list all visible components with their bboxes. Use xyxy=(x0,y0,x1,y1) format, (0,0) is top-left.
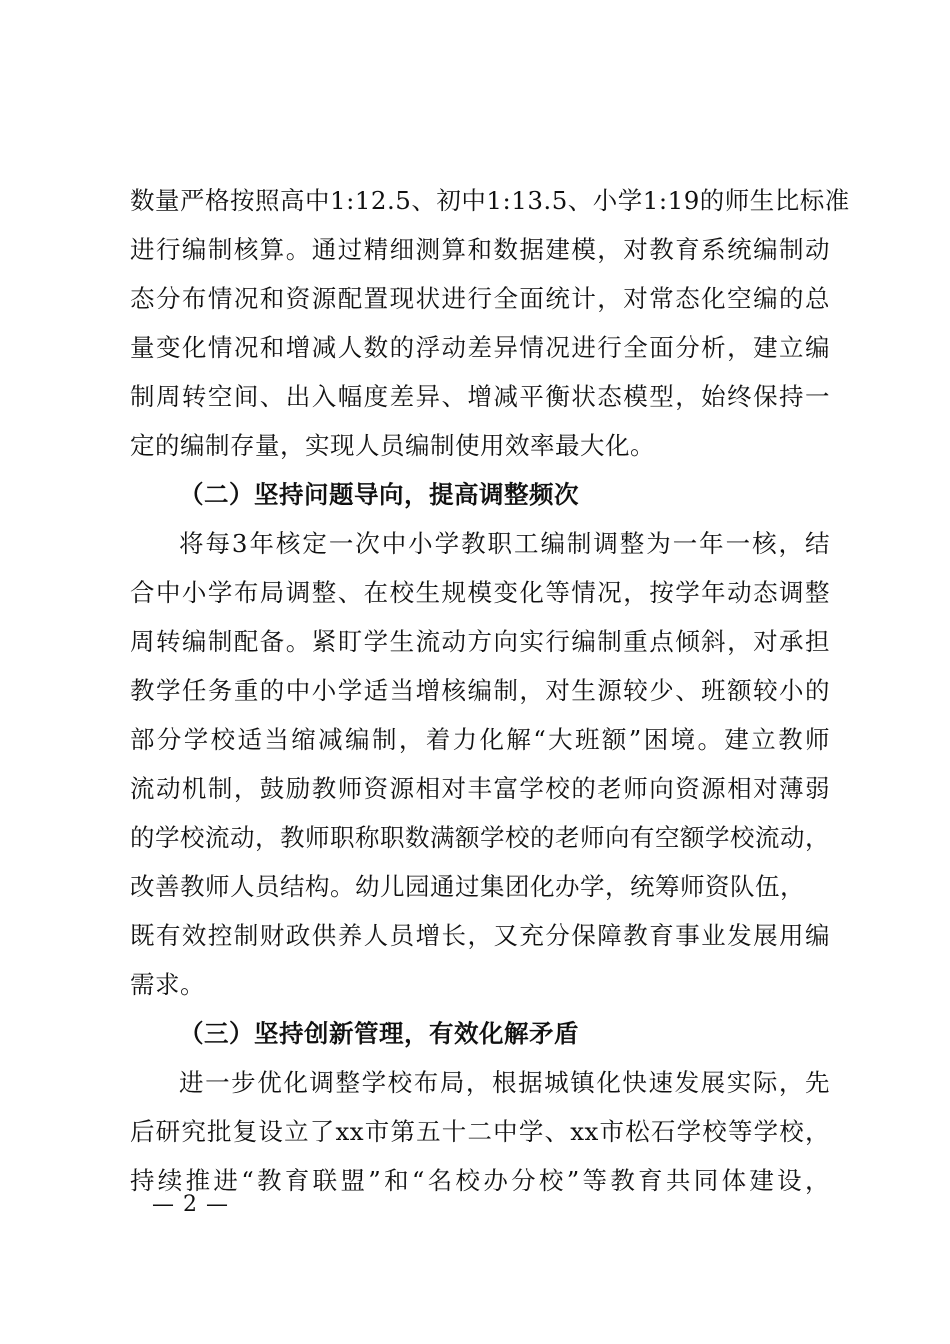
paragraph-line: 改善教师人员结构。幼儿园通过集团化办学，统筹师资队伍， xyxy=(130,872,805,901)
section-heading: （二）坚持问题导向，提高调整频次 xyxy=(179,480,579,509)
document-body xyxy=(130,176,850,1205)
page-number: — 2 — xyxy=(152,1192,229,1217)
paragraph-line: 既有效控制财政供养人员增长，又充分保障教育事业发展用编 xyxy=(130,921,830,950)
paragraph-line: 周转编制配备。紧盯学生流动方向实行编制重点倾斜，对承担 xyxy=(130,627,830,656)
paragraph-line: 的学校流动，教师职称职数满额学校的老师向有空额学校流动， xyxy=(130,823,830,852)
paragraph-line: 数量严格按照高中1:12.5、初中1:13.5、小学1:19的师生比标准 xyxy=(130,186,850,215)
paragraph-line: 态分布情况和资源配置现状进行全面统计，对常态化空编的总 xyxy=(130,284,830,313)
paragraph-line: 流动机制，鼓励教师资源相对丰富学校的老师向资源相对薄弱 xyxy=(130,774,830,803)
paragraph-line: 部分学校适当缩减编制，着力化解“大班额”困境。建立教师 xyxy=(130,725,830,754)
section-heading: （三）坚持创新管理，有效化解矛盾 xyxy=(179,1019,579,1048)
paragraph-line: 合中小学布局调整、在校生规模变化等情况，按学年动态调整 xyxy=(130,578,830,607)
paragraph-line: 制周转空间、出入幅度差异、增减平衡状态模型，始终保持一 xyxy=(130,382,830,411)
paragraph-line: 进行编制核算。通过精细测算和数据建模，对教育系统编制动 xyxy=(130,235,830,264)
paragraph-line: 教学任务重的中小学适当增核编制，对生源较少、班额较小的 xyxy=(130,676,830,705)
paragraph-line: 将每3年核定一次中小学教职工编制调整为一年一核，结 xyxy=(179,529,830,558)
paragraph-line: 定的编制存量，实现人员编制使用效率最大化。 xyxy=(130,431,655,460)
paragraph-line: 需求。 xyxy=(130,970,205,999)
paragraph-line: 后研究批复设立了xx市第五十二中学、xx市松石学校等学校， xyxy=(130,1117,830,1146)
paragraph-line: 量变化情况和增减人数的浮动差异情况进行全面分析，建立编 xyxy=(130,333,830,362)
paragraph-line: 持续推进“教育联盟”和“名校办分校”等教育共同体建设， xyxy=(130,1166,830,1195)
paragraph-line: 进一步优化调整学校布局，根据城镇化快速发展实际，先 xyxy=(179,1068,830,1097)
